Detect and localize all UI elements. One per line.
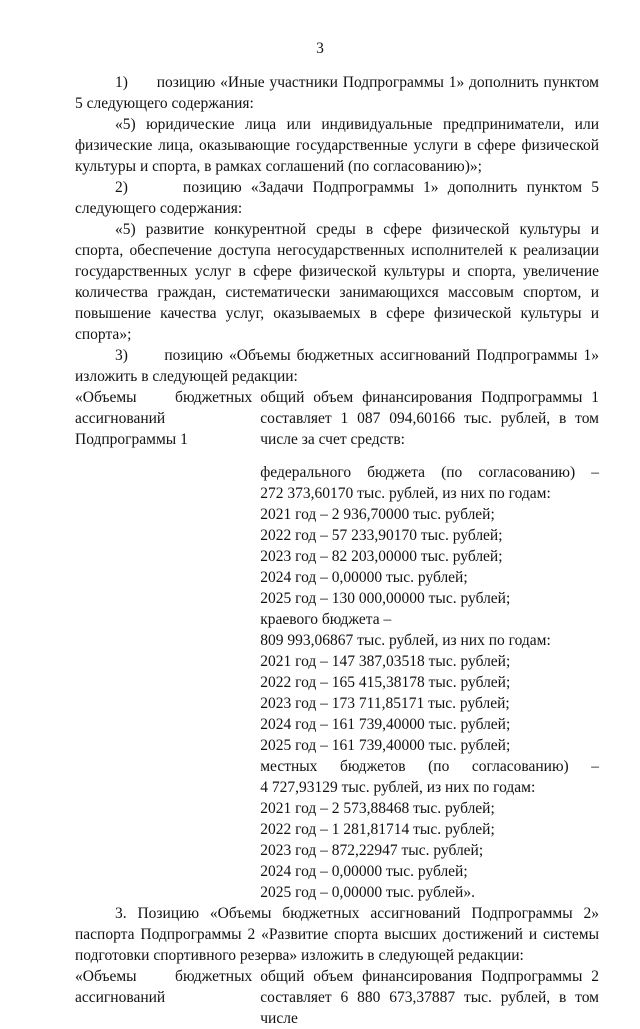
budget-table-2-label: «Объемы бюджетных ассигнований (75, 968, 253, 1006)
budget-table-1-label: «Объемы бюджетных ассигнований Подпрограммы 1 (75, 389, 253, 448)
document-body (75, 72, 599, 1029)
paragraph-item-3: 3) позицию «Объемы бюджетных ассигнований Подпрограммы 1» изложить в следующей редакции: (75, 347, 599, 385)
local-year-line: 2022 год – 1 281,81714 тыс. рублей; (260, 821, 495, 838)
budget-table-2-details: общий объем финансирования Подпрограммы 2 составляет 6 880 673,37887 тыс. рублей, в том числе (260, 968, 599, 1027)
federal-year-line: 2021 год – 2 936,70000 тыс. рублей; (260, 506, 495, 523)
local-budget-heading: местных бюджетов (по согласованию) – (260, 758, 599, 775)
paragraph-item-1: 1) позицию «Иные участники Подпрограммы 1» дополнить пунктом 5 следующего содержания: (75, 74, 599, 112)
budget-table-2 (75, 966, 599, 1029)
regional-year-line: 2021 год – 147 387,03518 тыс. рублей; (260, 653, 511, 670)
federal-budget-heading: федерального бюджета (по согласованию) – (260, 464, 599, 481)
federal-budget-total: 272 373,60170 тыс. рублей, из них по годам: (260, 485, 551, 502)
local-budget-total: 4 727,93129 тыс. рублей, из них по годам: (260, 779, 536, 796)
regional-year-line: 2023 год – 173 711,85171 тыс. рублей; (260, 695, 510, 712)
local-year-line: 2024 год – 0,00000 тыс. рублей; (260, 863, 468, 880)
paragraph-section-3: 3. Позицию «Объемы бюджетных ассигнований Подпрограммы 2» паспорта Подпрограммы 2 «Развитие спорта высших достижений и системы подготовки спортивного резерва» изложить в следующей редакции: (75, 905, 599, 964)
paragraph-quote-1: «5) юридические лица или индивидуальные предприниматели, или физические лица, оказывающие государственные услуги в сфере физической культуры и спорта, в рамках соглашений (по согласованию)»; (75, 116, 599, 175)
local-year-line: 2025 год – 0,00000 тыс. рублей». (260, 884, 475, 901)
regional-year-line: 2024 год – 161 739,40000 тыс. рублей; (260, 716, 511, 733)
local-year-line: 2021 год – 2 573,88468 тыс. рублей; (260, 800, 495, 817)
paragraph-quote-2: «5) развитие конкурентной среды в сфере физической культуры и спорта, обеспечение доступа негосударственных исполнителей к реализации государственных услуг в сфере физической культуры и спорта, увеличение количества граждан, систематически занимающихся массовым спортом, и повышение качества услуг, оказываемых в сфере физической культуры и спорта»; (75, 221, 599, 343)
regional-budget-heading: краевого бюджета – (260, 611, 392, 628)
regional-budget-total: 809 993,06867 тыс. рублей, из них по годам: (260, 632, 551, 649)
federal-year-line: 2025 год – 130 000,00000 тыс. рублей; (260, 590, 511, 607)
regional-year-line: 2022 год – 165 415,38178 тыс. рублей; (260, 674, 511, 691)
budget-table-1 (75, 387, 599, 903)
funding-intro: общий объем финансирования Подпрограммы 1 составляет 1 087 094,60166 тыс. рублей, в том числе за счет средств: (260, 389, 599, 448)
page-number: 3 (316, 40, 324, 57)
federal-year-line: 2022 год – 57 233,90170 тыс. рублей; (260, 527, 503, 544)
federal-year-line: 2024 год – 0,00000 тыс. рублей; (260, 569, 468, 586)
paragraph-item-2: 2) позицию «Задачи Подпрограммы 1» дополнить пунктом 5 следующего содержания: (75, 179, 599, 217)
budget-table-1-details (260, 387, 599, 903)
regional-year-line: 2025 год – 161 739,40000 тыс. рублей; (260, 737, 511, 754)
local-year-line: 2023 год – 872,22947 тыс. рублей; (260, 842, 484, 859)
federal-year-line: 2023 год – 82 203,00000 тыс. рублей; (260, 548, 503, 565)
